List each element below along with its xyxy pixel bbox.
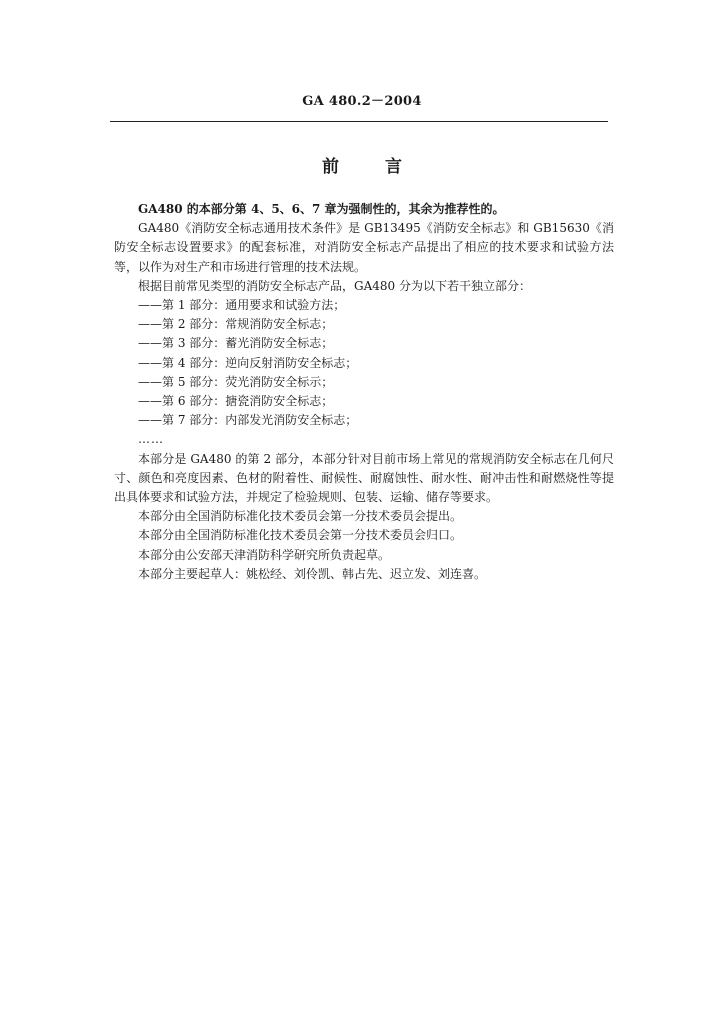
list-ellipsis: ……	[138, 432, 164, 447]
part-list-item: ——第 6 部分：搪瓷消防安全标志；	[138, 394, 334, 409]
title-char-1: 前	[322, 157, 339, 177]
part-list-item: ——第 3 部分：蓄光消防安全标志；	[138, 336, 334, 351]
part-list-item: ——第 1 部分：通用要求和试验方法；	[138, 298, 346, 313]
drafters-paragraph: 本部分主要起草人：姚松经、刘伶凯、韩占先、迟立发、刘连喜。	[138, 566, 487, 581]
intro-paragraph: GA480《消防安全标志通用技术条件》是 GB13495《消防安全标志》和 GB15630《消防安全标志设置要求》的配套标准，对消防安全标志产品提出了相应的技术要求和试验方法等，以作为对生产和市场进行管理的技术法规。	[114, 221, 614, 274]
proposer-paragraph: 本部分由全国消防标准化技术委员会第一分技术委员会提出。	[138, 509, 463, 524]
drafting-unit-paragraph: 本部分由公安部天津消防科学研究所负责起草。	[138, 547, 391, 562]
jurisdiction-paragraph: 本部分由全国消防标准化技术委员会第一分技术委员会归口。	[138, 528, 463, 543]
part-list-item: ——第 5 部分：荧光消防安全标示；	[138, 374, 334, 389]
header-divider	[110, 121, 608, 122]
parts-intro-paragraph: 根据目前常见类型的消防安全标志产品，GA480 分为以下若干独立部分：	[138, 278, 531, 293]
title-char-2: 言	[385, 157, 402, 177]
standard-number: GA 480.2－2004	[302, 94, 422, 109]
part-list-item: ——第 2 部分：常规消防安全标志；	[138, 317, 334, 332]
page-title	[0, 152, 724, 177]
part-list-item: ——第 7 部分：内部发光消防安全标志；	[138, 413, 358, 428]
foreword-body	[114, 200, 614, 584]
mandatory-clause-paragraph: GA480 的本部分第 4、5、6、7 章为强制性的，其余为推荐性的。	[138, 202, 505, 216]
part-list-item: ——第 4 部分：逆向反射消防安全标志；	[138, 355, 358, 370]
scope-paragraph: 本部分是 GA480 的第 2 部分，本部分针对目前市场上常见的常规消防安全标志在几何尺寸、颜色和亮度因素、色材的附着性、耐候性、耐腐蚀性、耐水性、耐冲击性和耐燃烧性等提出具体要求和试验方法，并规定了检验规则、包装、运输、储存等要求。	[114, 451, 614, 505]
